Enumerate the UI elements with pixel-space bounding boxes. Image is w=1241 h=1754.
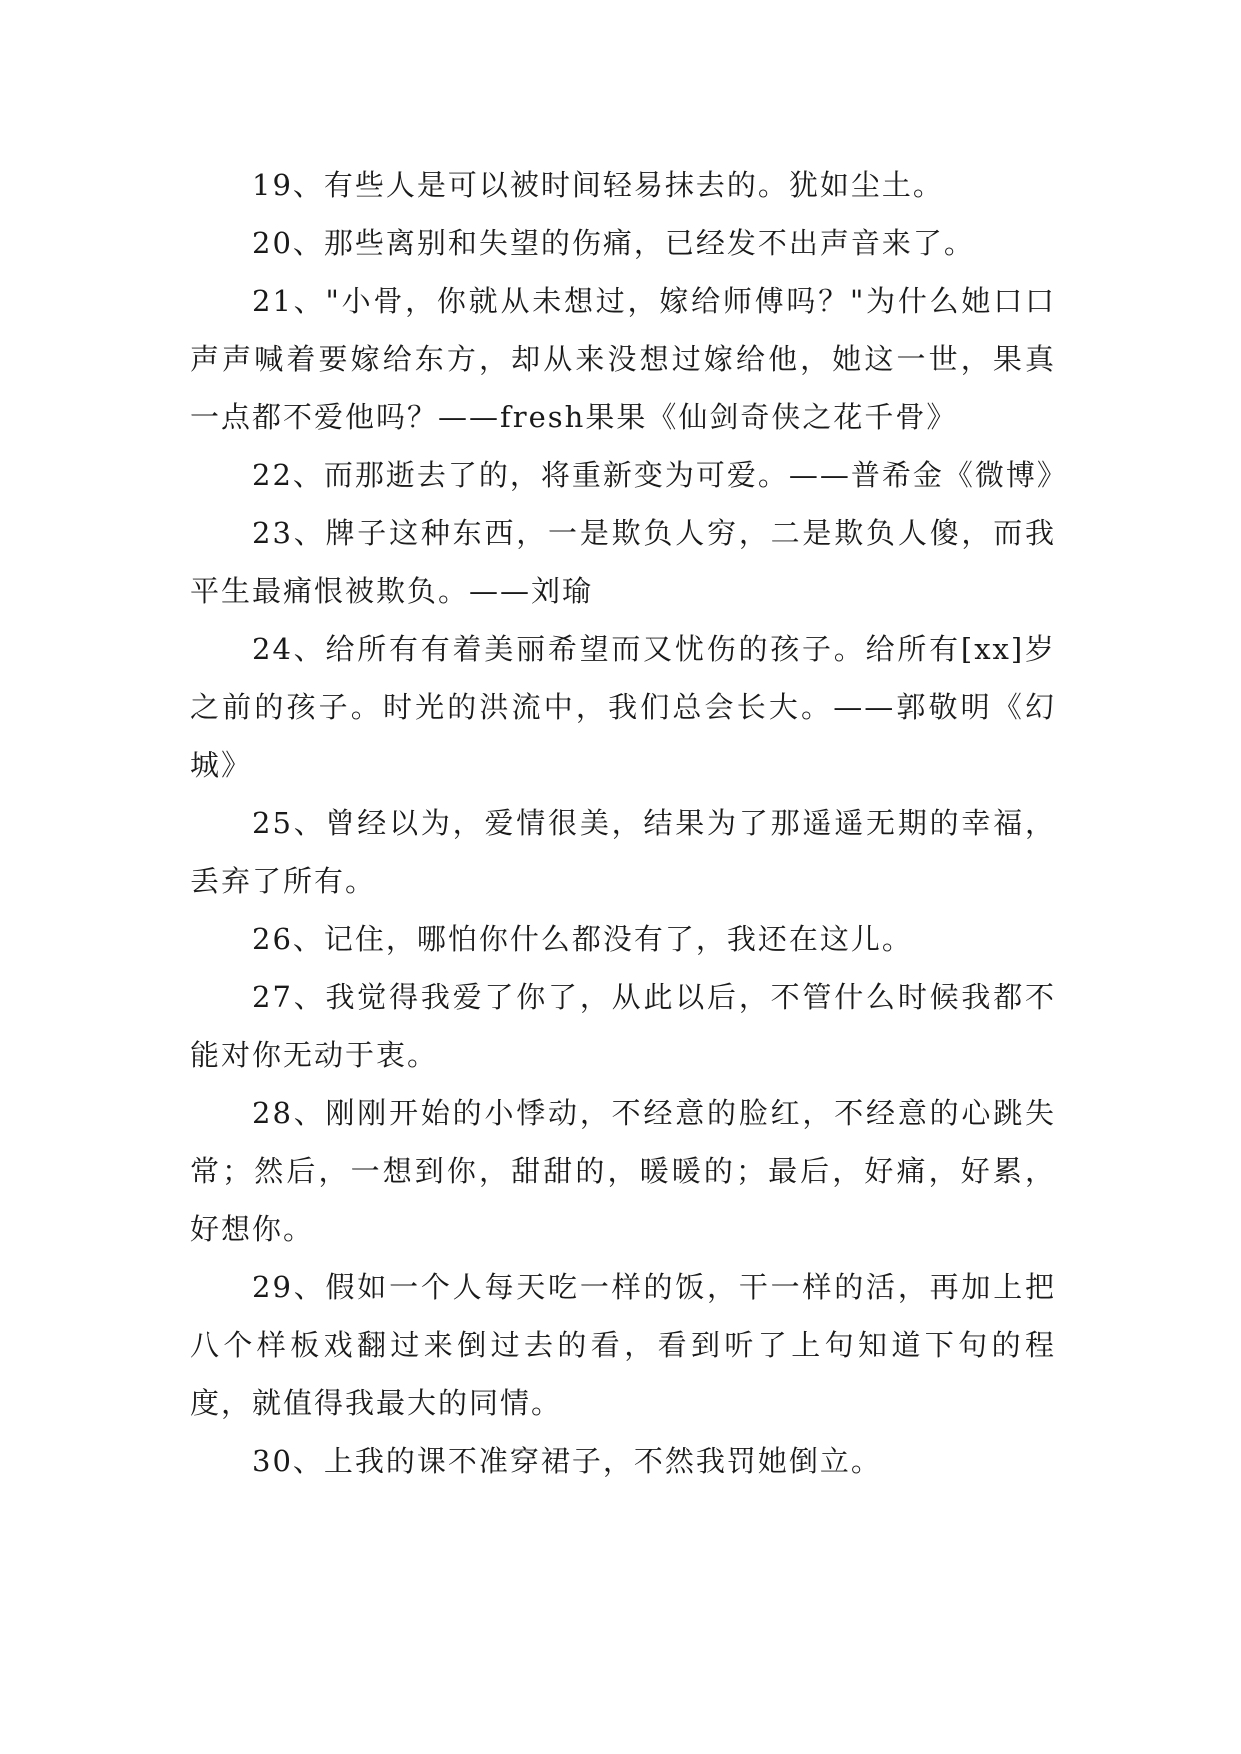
paragraph-30: 30、上我的课不准穿裙子，不然我罚她倒立。 <box>252 1444 882 1478</box>
paragraph-22: 22、而那逝去了的，将重新变为可爱。——普希金《微博》 <box>252 458 1068 492</box>
paragraph-27: 27、我觉得我爱了你了，从此以后，不管什么时候我都不能对你无动于衷。 <box>190 980 1056 1072</box>
paragraph-25: 25、曾经以为，爱情很美，结果为了那遥遥无期的幸福，丢弃了所有。 <box>190 806 1056 898</box>
paragraph-24: 24、给所有有着美丽希望而又忧伤的孩子。给所有[xx]岁之前的孩子。时光的洪流中，我们总会长大。——郭敬明《幻城》 <box>190 632 1056 782</box>
paragraph-21: 21、"小骨，你就从未想过，嫁给师傅吗？"为什么她口口声声喊着要嫁给东方，却从来没想过嫁给他，她这一世，果真一点都不爱他吗？——fresh果果《仙剑奇侠之花千骨》 <box>190 284 1056 434</box>
paragraph-23: 23、牌子这种东西，一是欺负人穷，二是欺负人傻，而我平生最痛恨被欺负。——刘瑜 <box>190 516 1056 608</box>
document-body <box>190 156 1068 1490</box>
paragraph-28: 28、刚刚开始的小悸动，不经意的脸红，不经意的心跳失常；然后，一想到你，甜甜的，暖暖的；最后，好痛，好累，好想你。 <box>190 1096 1056 1246</box>
paragraph-20: 20、那些离别和失望的伤痛，已经发不出声音来了。 <box>252 226 975 260</box>
paragraph-26: 26、记住，哪怕你什么都没有了，我还在这儿。 <box>252 922 913 956</box>
paragraph-19: 19、有些人是可以被时间轻易抹去的。犹如尘土。 <box>252 168 944 202</box>
paragraph-29: 29、假如一个人每天吃一样的饭，干一样的活，再加上把八个样板戏翻过来倒过去的看，看到听了上句知道下句的程度，就值得我最大的同情。 <box>190 1270 1056 1420</box>
